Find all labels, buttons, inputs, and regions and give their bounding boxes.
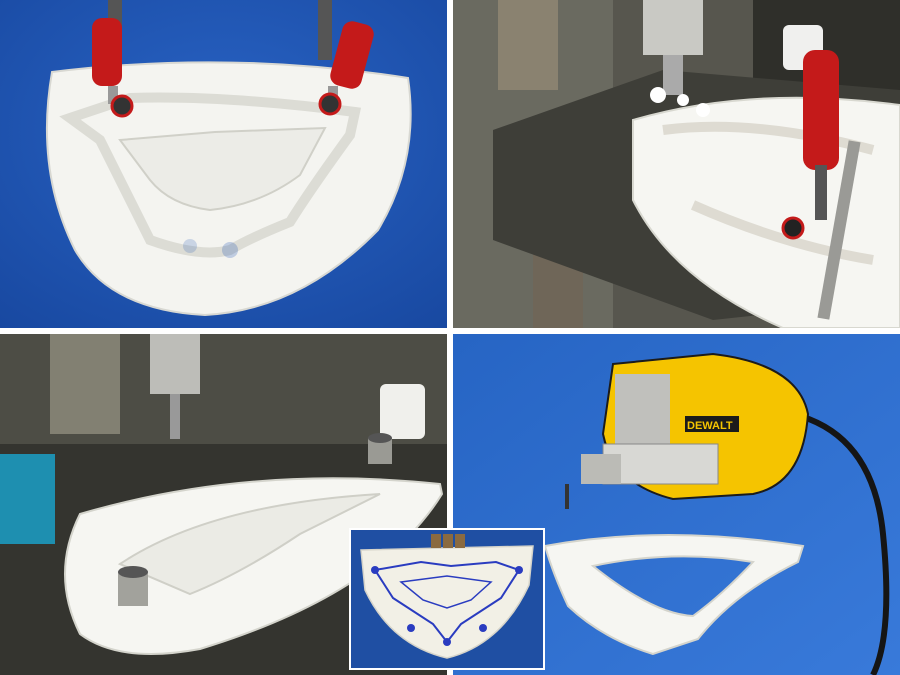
dewalt-logo: DEWALT (687, 420, 733, 432)
guide-bushing-left (118, 566, 148, 606)
photo-template-clamped (0, 0, 447, 328)
photo-drill-press-routing (453, 0, 900, 328)
guide-bushing-right (368, 433, 392, 464)
inset-traced-outline (349, 528, 545, 670)
bushings (431, 534, 465, 548)
